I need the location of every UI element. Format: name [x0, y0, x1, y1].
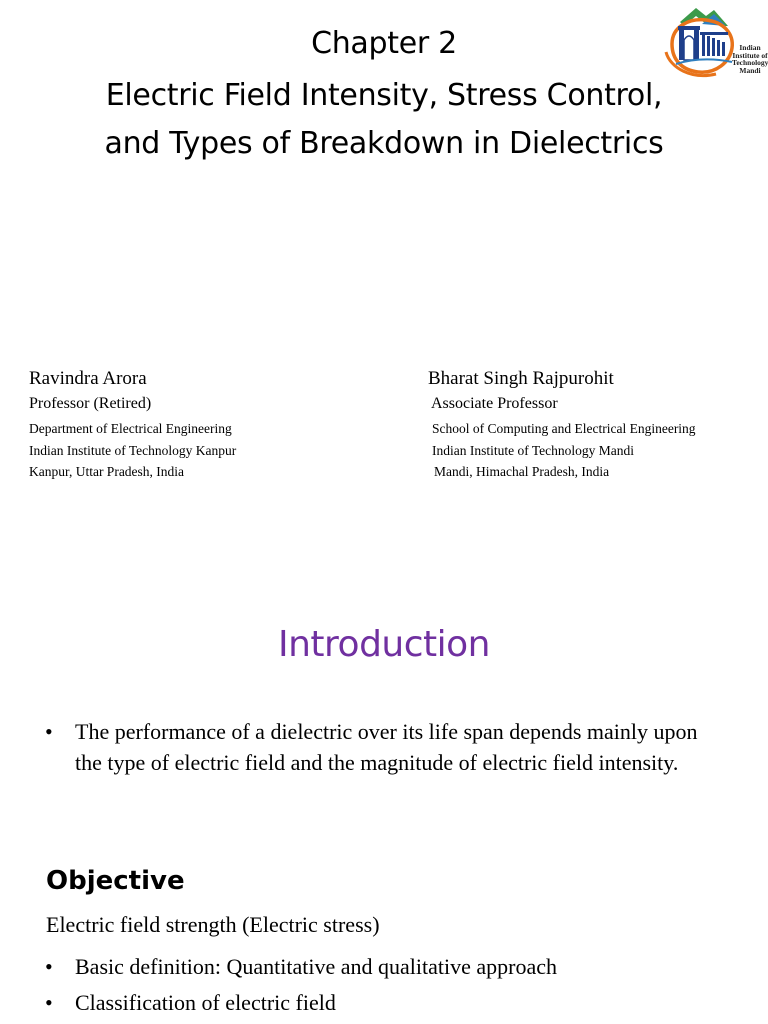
- author-block-rajpurohit: [428, 368, 696, 483]
- introduction-heading: Introduction: [277, 624, 490, 665]
- introduction-bullets: [45, 716, 725, 778]
- author-department: Department of Electrical Engineering: [29, 421, 232, 436]
- author-block-arora: [29, 368, 236, 483]
- logo-text-line: Institute of: [732, 50, 768, 60]
- author-name: Bharat Singh Rajpurohit: [428, 368, 614, 389]
- bullet-icon: •: [45, 954, 53, 979]
- bullet-text: Basic definition: Quantitative and qualitative approach: [75, 954, 558, 979]
- chapter-title-line-2: and Types of Breakdown in Dielectrics: [104, 126, 664, 161]
- chapter-title-line-1: Electric Field Intensity, Stress Control,: [105, 78, 663, 113]
- author-location: Mandi, Himachal Pradesh, India: [434, 464, 610, 479]
- chapter-label: Chapter 2: [311, 26, 457, 61]
- author-institute: Indian Institute of Technology Kanpur: [29, 442, 237, 458]
- objective-lead: Electric field strength (Electric stress): [46, 912, 380, 937]
- author-name: Ravindra Arora: [29, 368, 147, 389]
- logo-text-line: Mandi: [739, 65, 761, 75]
- logo-text-line: Indian: [739, 43, 761, 52]
- objective-bullets: [45, 949, 557, 1021]
- list-item: [45, 716, 725, 778]
- list-item: [45, 949, 557, 985]
- bullet-icon: •: [45, 719, 53, 744]
- bullet-text: Classification of electric field: [75, 990, 336, 1015]
- author-role: Associate Professor: [431, 395, 558, 412]
- list-item: [45, 985, 557, 1021]
- author-location: Kanpur, Uttar Pradesh, India: [29, 464, 185, 479]
- author-department: School of Computing and Electrical Engineering: [432, 421, 696, 436]
- author-institute: Indian Institute of Technology Mandi: [432, 442, 635, 458]
- logo-text-line: Technology: [732, 58, 768, 68]
- bullet-icon: •: [45, 990, 53, 1015]
- objective-heading: Objective: [46, 866, 185, 896]
- author-role: Professor (Retired): [29, 395, 152, 412]
- bullet-text: The performance of a dielectric over its life span depends mainly upon the type of electric field and the magnitude of electric field intensity.: [75, 719, 698, 775]
